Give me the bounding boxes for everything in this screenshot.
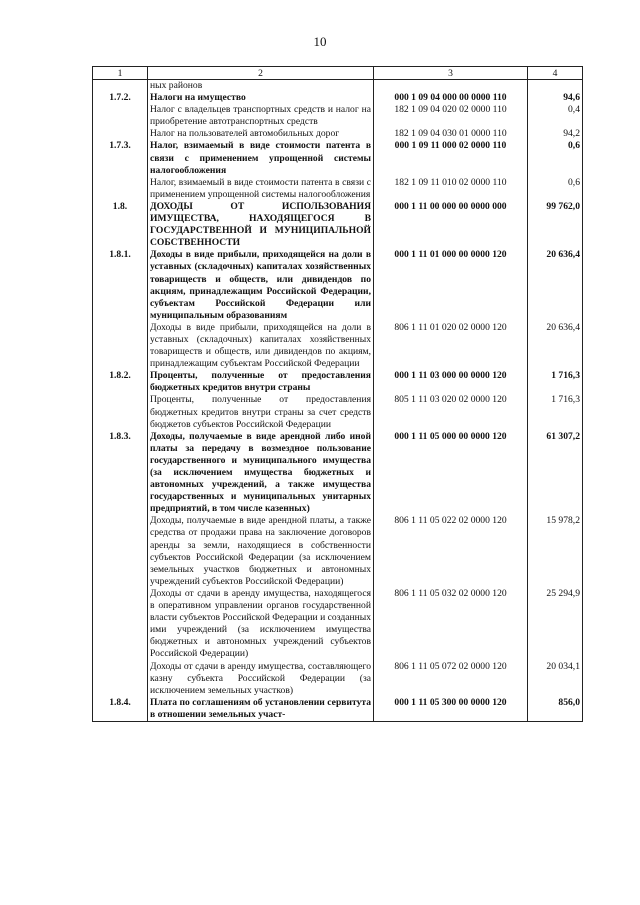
row-budget-code: 000 1 11 05 000 00 0000 120 bbox=[374, 431, 528, 516]
row-number bbox=[93, 128, 148, 140]
row-name: Доходы, получаемые в виде арендной платы, а также средства от продажи права на заключение договоров аренды за земли, находящиеся в собственности субъектов Российской Федерации (за исключением земельных участков бюджетных и автономных учреждений субъектов Российской Федерации) bbox=[148, 515, 374, 588]
row-name: ных районов bbox=[148, 80, 374, 93]
row-number bbox=[93, 515, 148, 588]
row-name: Налог с владельцев транспортных средств и налог на приобретение автотранспортных средств bbox=[148, 104, 374, 128]
row-amount: 0,6 bbox=[528, 140, 583, 176]
row-name: Налоги на имущество bbox=[148, 92, 374, 104]
row-budget-code: 000 1 11 00 000 00 0000 000 bbox=[374, 201, 528, 249]
table-row bbox=[93, 128, 583, 140]
row-amount bbox=[528, 80, 583, 93]
row-name: Налог на пользователей автомобильных дорог bbox=[148, 128, 374, 140]
row-budget-code: 000 1 11 05 300 00 0000 120 bbox=[374, 697, 528, 722]
row-number bbox=[93, 661, 148, 697]
table-row bbox=[93, 661, 583, 697]
column-header-code: 3 bbox=[374, 67, 528, 80]
row-number bbox=[93, 80, 148, 93]
row-number: 1.8. bbox=[93, 201, 148, 249]
row-number bbox=[93, 394, 148, 430]
row-budget-code: 182 1 09 04 030 01 0000 110 bbox=[374, 128, 528, 140]
row-budget-code: 000 1 09 11 000 02 0000 110 bbox=[374, 140, 528, 176]
row-amount: 20 636,4 bbox=[528, 322, 583, 370]
table-row bbox=[93, 140, 583, 176]
row-budget-code: 805 1 11 03 020 02 0000 120 bbox=[374, 394, 528, 430]
row-budget-code: 182 1 09 11 010 02 0000 110 bbox=[374, 177, 528, 201]
row-name: Проценты, полученные от предоставления бюджетных кредитов внутри страны за счет средств бюджетов субъектов Российской Федерации bbox=[148, 394, 374, 430]
row-number: 1.8.1. bbox=[93, 249, 148, 322]
table-header-row bbox=[93, 67, 583, 80]
row-budget-code: 182 1 09 04 020 02 0000 110 bbox=[374, 104, 528, 128]
row-amount: 25 294,9 bbox=[528, 588, 583, 661]
row-name: Доходы от сдачи в аренду имущества, составляющего казну субъекта Российской Федерации (за исключением земельных участков) bbox=[148, 661, 374, 697]
row-name: Налог, взимаемый в виде стоимости патента в связи с применением упрощенной системы налогообложения bbox=[148, 140, 374, 176]
column-header-amount: 4 bbox=[528, 67, 583, 80]
row-number bbox=[93, 322, 148, 370]
row-name: Доходы, получаемые в виде арендной либо иной платы за передачу в возмездное пользование государственного и муниципального имущества (за исключением имущества бюджетных и автономных учреждений, а также имущества государственных и муниципальных унитарных предприятий, в том числе казенных) bbox=[148, 431, 374, 516]
table-body bbox=[93, 80, 583, 722]
row-amount: 61 307,2 bbox=[528, 431, 583, 516]
row-amount: 20 636,4 bbox=[528, 249, 583, 322]
row-number bbox=[93, 588, 148, 661]
row-name: Проценты, полученные от предоставления бюджетных кредитов внутри страны bbox=[148, 370, 374, 394]
row-amount: 99 762,0 bbox=[528, 201, 583, 249]
table-row bbox=[93, 177, 583, 201]
row-number: 1.8.4. bbox=[93, 697, 148, 722]
column-header-number: 1 bbox=[93, 67, 148, 80]
table-row bbox=[93, 249, 583, 322]
row-name: Налог, взимаемый в виде стоимости патента в связи с применением упрощенной системы налогообложения bbox=[148, 177, 374, 201]
row-number bbox=[93, 177, 148, 201]
row-number bbox=[93, 104, 148, 128]
row-name: ДОХОДЫ ОТ ИСПОЛЬЗОВАНИЯ ИМУЩЕСТВА, НАХОДЯЩЕГОСЯ В ГОСУДАРСТВЕННОЙ И МУНИЦИПАЛЬНОЙ СОБСТВЕННОСТИ bbox=[148, 201, 374, 249]
row-amount: 0,4 bbox=[528, 104, 583, 128]
row-budget-code: 806 1 11 05 032 02 0000 120 bbox=[374, 588, 528, 661]
row-name: Доходы в виде прибыли, приходящейся на доли в уставных (складочных) капиталах хозяйственных товариществ и обществ, или дивидендов по акциям, принадлежащим субъектам Российской Федерации bbox=[148, 322, 374, 370]
table-row bbox=[93, 92, 583, 104]
budget-revenue-table bbox=[92, 66, 583, 722]
table-row bbox=[93, 697, 583, 722]
row-budget-code: 806 1 11 01 020 02 0000 120 bbox=[374, 322, 528, 370]
row-budget-code bbox=[374, 80, 528, 93]
row-budget-code: 806 1 11 05 072 02 0000 120 bbox=[374, 661, 528, 697]
row-amount: 94,2 bbox=[528, 128, 583, 140]
row-number: 1.7.3. bbox=[93, 140, 148, 176]
row-budget-code: 000 1 09 04 000 00 0000 110 bbox=[374, 92, 528, 104]
row-name: Доходы в виде прибыли, приходящейся на доли в уставных (складочных) капиталах хозяйственных товариществ и обществ, или дивидендов по акциям, принадлежащим Российской Федерации, субъектам Российской Федерации или муниципальным образованиям bbox=[148, 249, 374, 322]
table-row bbox=[93, 515, 583, 588]
table-row bbox=[93, 394, 583, 430]
row-number: 1.8.3. bbox=[93, 431, 148, 516]
table-row bbox=[93, 80, 583, 93]
row-number: 1.7.2. bbox=[93, 92, 148, 104]
table-row bbox=[93, 322, 583, 370]
row-name: Плата по соглашениям об установлении сервитута в отношении земельных участ- bbox=[148, 697, 374, 722]
column-header-name: 2 bbox=[148, 67, 374, 80]
row-budget-code: 806 1 11 05 022 02 0000 120 bbox=[374, 515, 528, 588]
row-amount: 1 716,3 bbox=[528, 394, 583, 430]
table-row bbox=[93, 201, 583, 249]
row-budget-code: 000 1 11 03 000 00 0000 120 bbox=[374, 370, 528, 394]
table-row bbox=[93, 588, 583, 661]
row-amount: 856,0 bbox=[528, 697, 583, 722]
row-budget-code: 000 1 11 01 000 00 0000 120 bbox=[374, 249, 528, 322]
table-row bbox=[93, 370, 583, 394]
row-number: 1.8.2. bbox=[93, 370, 148, 394]
table-row bbox=[93, 104, 583, 128]
row-amount: 1 716,3 bbox=[528, 370, 583, 394]
page-number: 10 bbox=[313, 34, 327, 49]
row-name: Доходы от сдачи в аренду имущества, находящегося в оперативном управлении органов государственной власти субъектов Российской Федерации и созданных ими учреждений (за исключением имущества бюджетных и автономных учреждений субъектов Российской Федерации) bbox=[148, 588, 374, 661]
row-amount: 0,6 bbox=[528, 177, 583, 201]
row-amount: 94,6 bbox=[528, 92, 583, 104]
table-row bbox=[93, 431, 583, 516]
row-amount: 20 034,1 bbox=[528, 661, 583, 697]
row-amount: 15 978,2 bbox=[528, 515, 583, 588]
